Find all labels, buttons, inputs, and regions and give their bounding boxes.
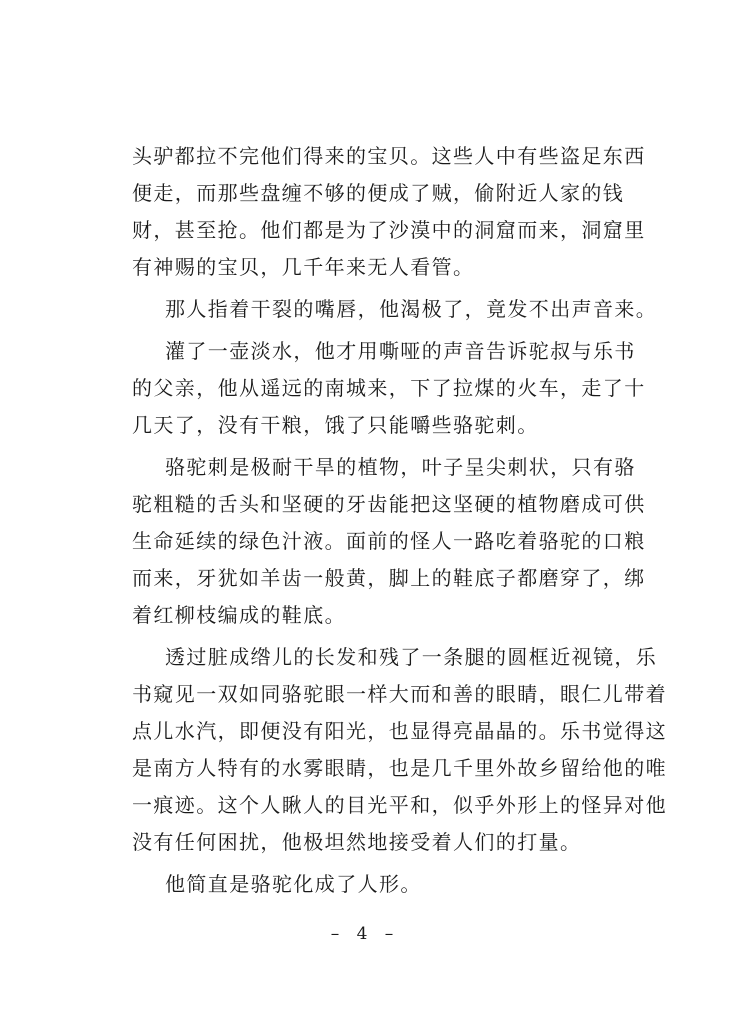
text-line: 的父亲，他从遥远的南城来，下了拉煤的火车，走了十 bbox=[132, 376, 646, 400]
text-line: 头驴都拉不完他们得来的宝贝。这些人中有些盗足东西 bbox=[132, 144, 646, 168]
paragraph-first-line: 透过脏成绺儿的长发和残了一条腿的圆框近视镜，乐 bbox=[165, 645, 658, 669]
text-line: 几天了，没有干粮，饿了只能嚼些骆驼刺。 bbox=[132, 413, 539, 437]
paragraph-first-line: 灌了一壶淡水，他才用嘶哑的声音告诉驼叔与乐书 bbox=[165, 339, 636, 363]
text-line: 驼粗糙的舌头和坚硬的牙齿能把这坚硬的植物磨成可供 bbox=[132, 492, 646, 516]
text-line: 没有任何困扰，他极坦然地接受着人们的打量。 bbox=[132, 830, 582, 854]
body-text bbox=[132, 138, 667, 903]
text-line: 是南方人特有的水雾眼睛，也是几千里外故乡留给他的唯 bbox=[132, 756, 667, 780]
paragraph-first-line: 骆驼刺是极耐干旱的植物，叶子呈尖刺状，只有骆 bbox=[165, 455, 636, 479]
text-line: 生命延续的绿色汁液。面前的怪人一路吃着骆驼的口粮 bbox=[132, 529, 646, 553]
paragraph-first-line: 他简直是骆驼化成了人形。 bbox=[165, 872, 422, 896]
paragraph-first-line: 那人指着干裂的嘴唇，他渴极了，竟发不出声音来。 bbox=[165, 297, 658, 321]
page-number: – 4 – bbox=[330, 924, 400, 944]
text-line: 一痕迹。这个人瞅人的目光平和，似乎外形上的怪异对他 bbox=[132, 793, 667, 817]
text-line: 着红柳枝编成的鞋底。 bbox=[132, 603, 346, 627]
text-line: 财，甚至抢。他们都是为了沙漠中的洞窟而来，洞窟里 bbox=[132, 218, 646, 242]
text-line: 点儿水汽，即便没有阳光，也显得亮晶晶的。乐书觉得这 bbox=[132, 719, 667, 743]
text-line: 书窥见一双如同骆驼眼一样大而和善的眼睛，眼仁儿带着 bbox=[132, 682, 667, 706]
text-line: 有神赐的宝贝，几千年来无人看管。 bbox=[132, 255, 475, 279]
text-line: 而来，牙犹如羊齿一般黄，脚上的鞋底子都磨穿了，绑 bbox=[132, 566, 646, 590]
text-line: 便走，而那些盘缠不够的便成了贼，偷附近人家的钱 bbox=[132, 181, 625, 205]
